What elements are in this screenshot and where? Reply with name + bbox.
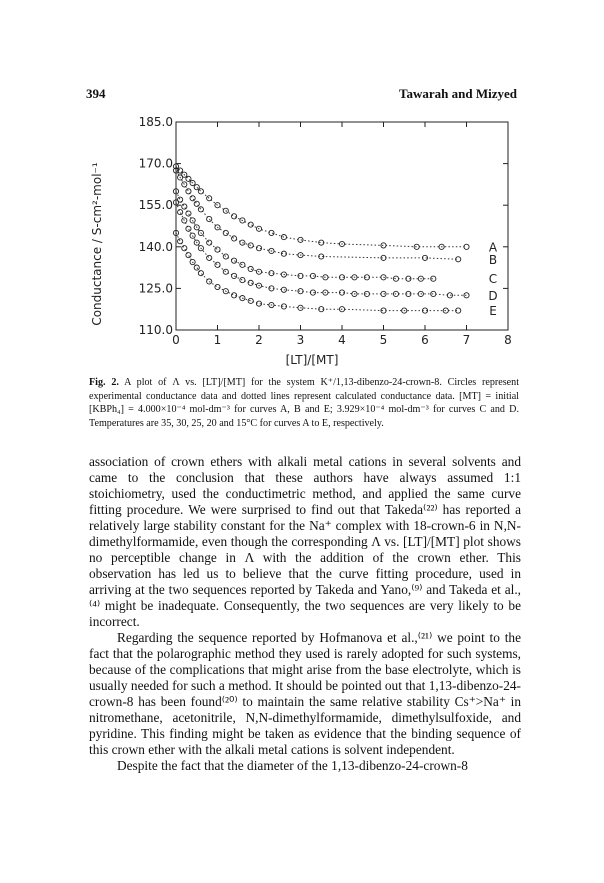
data-point [207,279,212,284]
data-point [207,216,212,221]
data-point [248,266,253,271]
y-tick-label-0: 110.0 [138,323,173,337]
data-point [381,243,386,248]
series-E [173,230,460,313]
y-tick-label-3: 155.0 [138,198,173,213]
y-tick-label-2: 140.0 [138,239,173,254]
data-point [232,273,237,278]
data-point [431,291,436,296]
data-point [269,230,274,235]
x-tick-label-6: 6 [421,333,429,347]
data-point [414,244,419,249]
x-tick-label-5: 5 [379,333,388,347]
data-point [310,273,315,278]
data-point [232,214,237,219]
data-point [198,207,203,212]
paragraph-1: association of crown ethers with alkali metal cations in several solvents and came to the conclusion that these authors have always assumed 1:1 stoichiometry, used the conductimetric method, and applied the same curve fitting procedure. We were surprised to find out that Takeda⁽²²⁾ has reported a relatively large stability constant for the Na⁺ complex with 18-crown-6 in N,N-dimethylformamide, even though the corresponding Λ vs. [LT]/[MT] plot shows no perceptible change in Λ with the addition of the crown ether. This observation has led us to believe that the curve fitting procedure, used in arriving at the two sequences reported by Takeda and Yano,⁽⁹⁾ and Takeda et al.,⁽⁴⁾ might be inadequate. Consequently, the two sequences are very likely to be incorrect. [89,454,521,629]
data-point [194,201,199,206]
data-point [182,246,187,251]
data-point [186,189,191,194]
legend-label-D: D [488,288,498,303]
y-tick-label-5: 185.0 [138,115,173,129]
series-D [173,200,469,298]
data-point [215,284,220,289]
data-point [207,255,212,260]
data-point [186,211,191,216]
x-tick-label-3: 3 [296,333,305,347]
figure-caption [89,376,519,430]
data-point [198,189,203,194]
page-number: 394 [86,86,106,101]
figure-conductance-plot [84,112,534,370]
data-point [215,262,220,267]
data-point [190,196,195,201]
data-point [207,196,212,201]
caption-label: Fig. 2. [89,377,119,388]
x-tick-label-7: 7 [462,333,471,347]
data-point [248,298,253,303]
data-point [186,253,191,258]
x-tick-label-8: 8 [504,333,512,347]
chart-svg [84,112,534,370]
data-point [215,247,220,252]
x-tick-label-4: 4 [338,333,346,347]
series-B [173,168,460,262]
data-point [178,239,183,244]
x-tick-label-2: 2 [255,333,263,347]
y-tick-label-1: 125.0 [138,281,173,296]
data-point [232,236,237,241]
paragraph-2: Regarding the sequence reported by Hofmanova et al.,⁽²¹⁾ we point to the fact that the polarographic method they used is rarely adopted for such systems, because of the complications that might arise from the base electrolyte, which is usually needed for such a method. It should be pointed out that 1,13-dibenzo-24-crown-8 has been found⁽²⁰⁾ to maintain the same relative stability Cs⁺>Na⁺ in nitromethane, acetonitrile, N,N-dimethylformamide, dimethylsulfoxide, and pyridine. This finding might be taken as evidence that the binding sequence of this crown ether with the alkali metal cations is solvent independent. [89,630,521,757]
data-point [223,269,228,274]
y-axis-label: Conductance / S-cm²-mol⁻¹ [90,162,104,326]
data-point [182,204,187,209]
data-point [240,262,245,267]
x-tick-label-1: 1 [213,333,222,347]
data-point [223,230,228,235]
data-point [447,293,452,298]
legend-label-B: B [488,252,498,267]
legend-label-E: E [489,304,497,319]
data-point [240,277,245,282]
data-point [248,222,253,227]
data-point [186,226,191,231]
data-point [464,293,469,298]
legend-label-C: C [488,272,498,287]
series-A [173,164,469,250]
caption-text: A plot of Λ vs. [LT]/[MT] for the system K⁺/1,13-dibenzo-24-crown-8. Circles represent experimental conductance data and dotted lines represent calculated conductance data. [MT] = initial [KBPh₄] = 4.000×10⁻⁴ mol-dm⁻³ for curves A, B and E; 3.929×10⁻⁴ mol-dm⁻³ for curves C and D. Temperatures are 35, 30, 25, 20 and 15°C for curves A to E, respectively. [89,377,520,429]
x-axis-label: [LT]/[MT] [285,353,339,367]
running-head: Tawarah and Mizyed [399,86,517,101]
legend-label-A: A [488,240,498,255]
y-tick-label-4: 170.0 [138,156,173,171]
fit-line-B [176,171,458,260]
data-point [298,237,303,242]
body-text [89,454,521,774]
data-point [232,258,237,263]
data-point [232,293,237,298]
paragraph-3: Despite the fact that the diameter of the 1,13-dibenzo-24-crown-8 [117,758,468,773]
data-point [207,240,212,245]
data-point [223,254,228,259]
plot-border [176,122,508,330]
data-point [248,280,253,285]
data-point [198,271,203,276]
data-point [186,176,191,181]
series-C [173,189,436,282]
data-point [178,210,183,215]
data-point [194,265,199,270]
data-point [194,185,199,190]
data-point [381,291,386,296]
data-point [393,276,398,281]
x-tick-label-0: 0 [172,333,180,347]
